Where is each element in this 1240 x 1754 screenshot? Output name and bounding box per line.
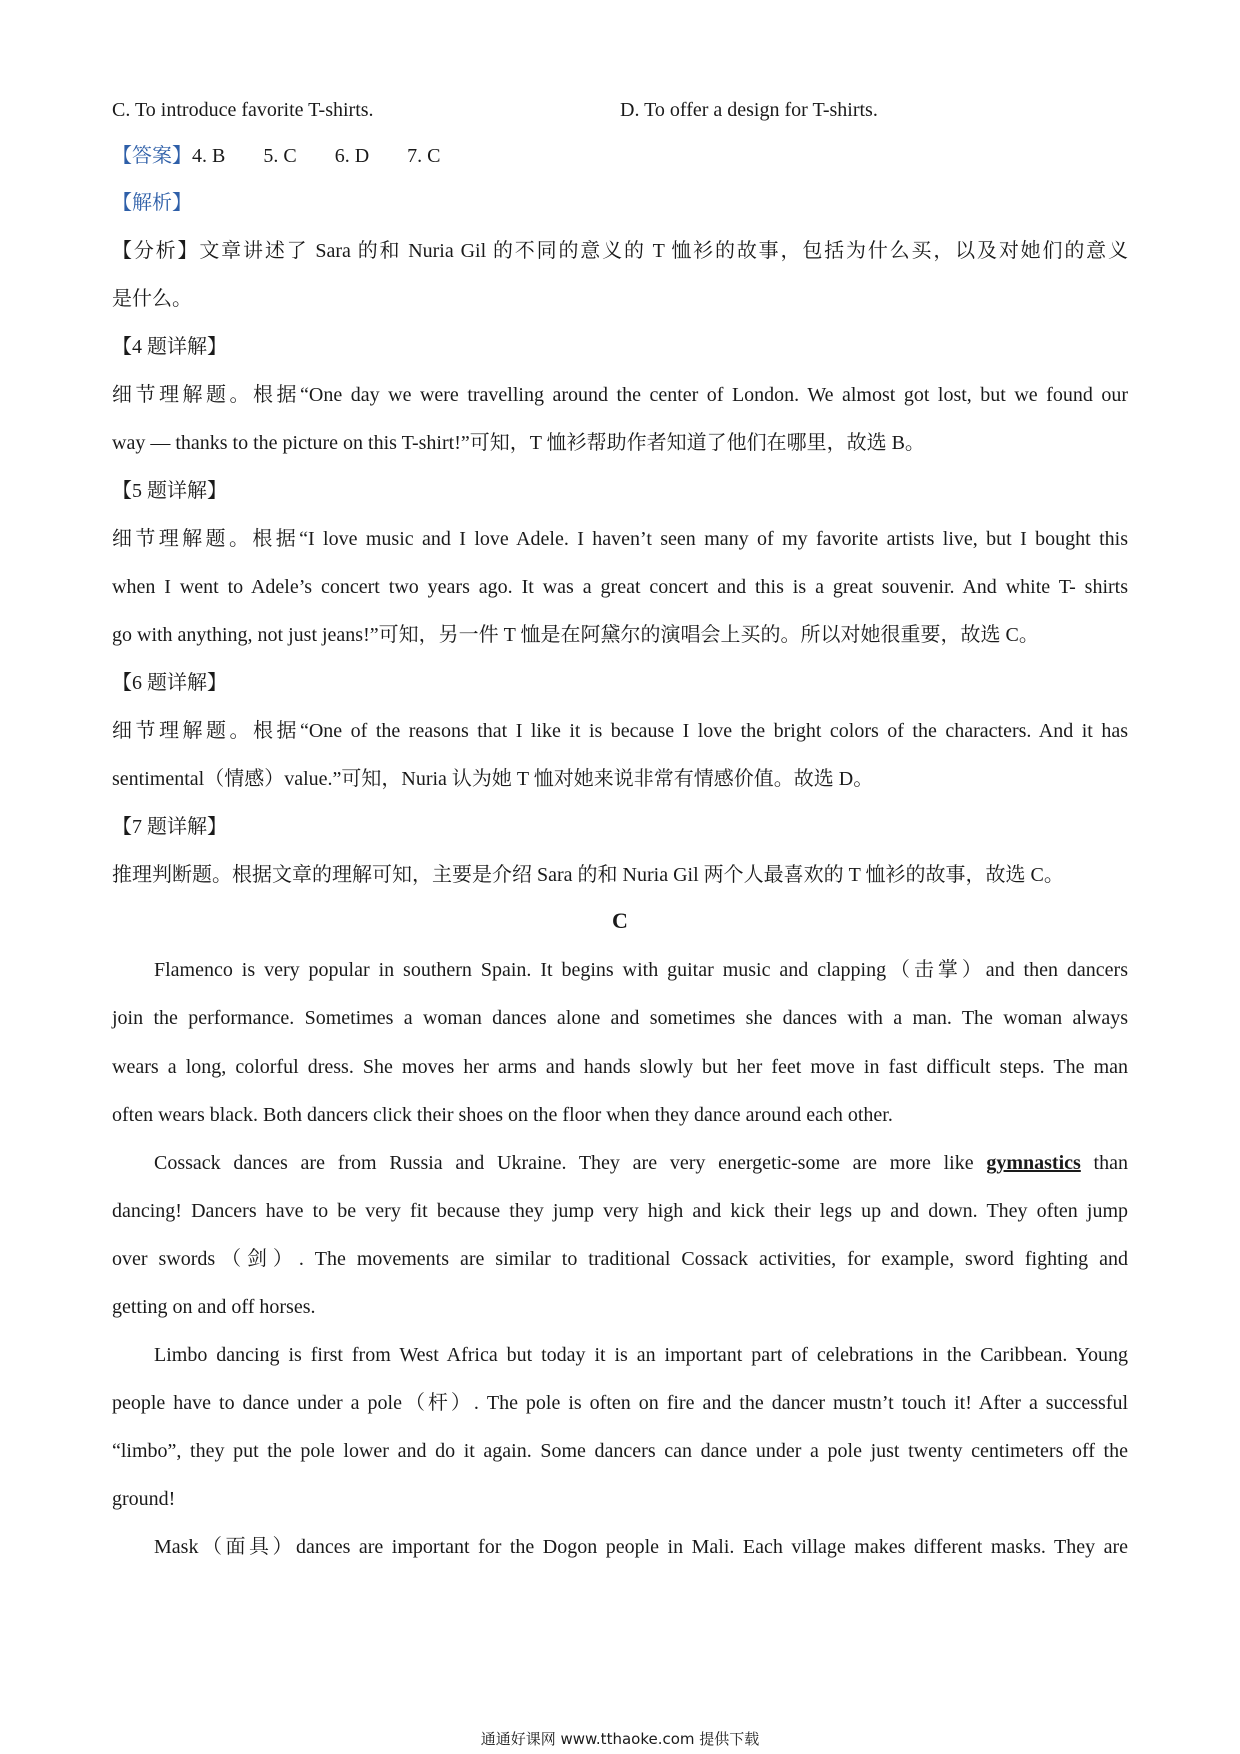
- option-c: C. To introduce favorite T-shirts.: [112, 99, 374, 121]
- section-title: C: [612, 908, 628, 933]
- answer-item: 6. D: [334, 145, 370, 167]
- answer-item: 5. C: [263, 145, 297, 167]
- q6-line: sentimental（情感）value.”可知，Nuria 认为她 T 恤对她来说非常有情感价值。故选 D。: [112, 768, 874, 790]
- passage-line: “limbo”, they put the pole lower and do it again. Some dancers can dance under a pole just twenty centimeters off the: [112, 1440, 1128, 1462]
- answer-row: [112, 142, 478, 170]
- passage-line: getting on and off horses.: [112, 1296, 316, 1318]
- passage-text: Cossack dances are from Russia and Ukraine. They are very energetic-some are more like: [154, 1152, 987, 1174]
- q7-line: 推理判断题。根据文章的理解可知，主要是介绍 Sara 的和 Nuria Gil 两个人最喜欢的 T 恤衫的故事，故选 C。: [112, 864, 1064, 886]
- q6-heading: 【6 题详解】: [112, 672, 227, 694]
- passage-line: Mask（面具）dances are important for the Dogon people in Mali. Each village makes different masks. They are: [154, 1536, 1128, 1558]
- analysis-label: 【解析】: [112, 192, 192, 214]
- footer-text: 通通好课网 www.tthaoke.com 提供下载: [480, 1730, 760, 1748]
- q4-heading: 【4 题详解】: [112, 336, 227, 358]
- q5-line: 细节理解题。根据“I love music and I love Adele. I haven’t seen many of my favorite artists live, but I bought this: [112, 528, 1128, 550]
- passage-line: wears a long, colorful dress. She moves her arms and hands slowly but her feet move in fast difficult steps. The man: [112, 1056, 1128, 1078]
- passage-line: over swords（剑）. The movements are similar to traditional Cossack activities, for example, sword fighting and: [112, 1248, 1128, 1270]
- passage-line: Flamenco is very popular in southern Spain. It begins with guitar music and clapping（击掌）and then dancers: [154, 959, 1128, 981]
- passage-line: people have to dance under a pole（杆）. The pole is often on fire and the dancer mustn’t touch it! After a successful: [112, 1392, 1128, 1414]
- answer-label: 【答案】: [112, 145, 192, 167]
- passage-line: [154, 1149, 1128, 1177]
- q4-line: way — thanks to the picture on this T-shirt!”可知，T 恤衫帮助作者知道了他们在哪里，故选 B。: [112, 432, 925, 454]
- answer-item: 7. C: [407, 145, 441, 167]
- q7-heading: 【7 题详解】: [112, 816, 227, 838]
- answer-item: 4. B: [192, 145, 226, 167]
- passage-line: Limbo dancing is first from West Africa but today it is an important part of celebrations in the Caribbean. Young: [154, 1344, 1128, 1366]
- q6-line: 细节理解题。根据“One of the reasons that I like it is because I love the bright colors of the characters. And it has: [112, 720, 1128, 742]
- q5-line: go with anything, not just jeans!”可知，另一件 T 恤是在阿黛尔的演唱会上买的。所以对她很重要，故选 C。: [112, 624, 1039, 646]
- underlined-word: gymnastics: [986, 1152, 1081, 1174]
- summary-line: 是什么。: [112, 288, 192, 310]
- passage-line: often wears black. Both dancers click their shoes on the floor when they dance around each other.: [112, 1104, 893, 1126]
- summary-line: 【分析】文章讲述了 Sara 的和 Nuria Gil 的不同的意义的 T 恤衫的故事，包括为什么买，以及对她们的意义: [112, 240, 1128, 262]
- passage-line: dancing! Dancers have to be very fit because they jump very high and kick their legs up and down. They often jump: [112, 1200, 1128, 1222]
- option-d: D. To offer a design for T-shirts.: [620, 99, 878, 121]
- q5-heading: 【5 题详解】: [112, 480, 227, 502]
- passage-line: join the performance. Sometimes a woman dances alone and sometimes she dances with a man. The woman always: [112, 1007, 1128, 1029]
- passage-line: ground!: [112, 1488, 176, 1510]
- q5-line: when I went to Adele’s concert two years ago. It was a great concert and this is a great souvenir. And white T- shirts: [112, 576, 1128, 598]
- passage-text: than: [1080, 1152, 1128, 1174]
- q4-line: 细节理解题。根据“One day we were travelling around the center of London. We almost got lost, but we found our: [112, 384, 1128, 406]
